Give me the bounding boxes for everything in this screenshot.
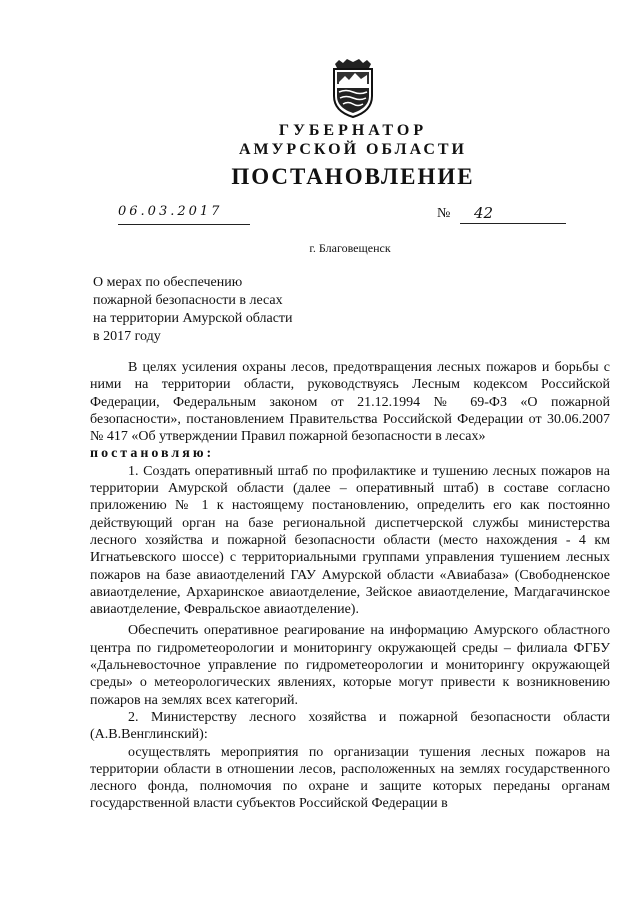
item-1-response-paragraph: Обеспечить оперативное реагирование на информацию Амурского областного центра по гидрометеорологии и мониторингу окружающей среды – филиала ФГБУ «Дальневосточное управление по гидрометеорологии и мониторингу окружающей среды» о метеорологических явлениях, которые могут привести к возникновению пожаров на землях всех категорий. [90,623,610,708]
issuer-title: ГУБЕРНАТОР [278,122,428,139]
item-1-paragraph: 1. Создать оперативный штаб по профилактике и тушению лесных пожаров на территории Амурской области (далее – оперативный штаб) в составе согласно приложению № 1 к настоящему постановлению, определить его как постоянно действующий орган на базе региональной диспетчерской службы министерства лесного хозяйства и пожарной безопасности области (место нахождения - 4 км Игнатьевского шоссе) с территориальными группами управления тушением лесных пожаров на базе авиаотделений ГАУ Амурской области «Авиабаза» (Свободненское авиаотделение, Архаринское авиаотделение, Зейское авиаотделение, Магдагачинское авиаотделение, Февральское авиаотделение). [90,463,610,618]
document-subject [93,274,293,346]
coat-of-arms-icon [329,58,377,118]
city: г. Благовещенск [309,241,391,255]
subject-line: на территории Амурской области [93,311,293,326]
document-body [90,359,610,813]
item-2-task-paragraph: осуществлять мероприятия по организации тушения лесных пожаров на территории области в отношении лесов, расположенных на землях государственного лесного фонда, полномочия по охране и защите которых переданы органам государственной власти субъектов Российской Федерации в [90,744,610,812]
preamble-paragraph: В целях усиления охраны лесов, предотвращения лесных пожаров и борьбы с ними на территории области, руководствуясь Лесным кодексом Российской Федерации, Федеральным законом от 21.12.1994 № 69-ФЗ «О пожарной безопасности», постановлением Правительства Российской Федерации от 30.06.2007 № 417 «Об утверждении Правил пожарной безопасности в лесах» [90,360,610,445]
subject-line: в 2017 году [93,329,161,344]
subject-line: пожарной безопасности в лесах [93,293,283,308]
item-2-paragraph: 2. Министерству лесного хозяйства и пожарной безопасности области (А.В.Венглинский): [90,709,610,743]
decree-word: постановляю: [90,446,215,462]
document-date: 06.03.2017 [118,204,250,225]
number-label: № [437,206,451,221]
document-number: 42 [460,204,566,224]
issuer-region: АМУРСКОЙ ОБЛАСТИ [239,141,467,158]
document-type: ПОСТАНОВЛЕНИЕ [231,164,475,189]
subject-line: О мерах по обеспечению [93,275,243,290]
